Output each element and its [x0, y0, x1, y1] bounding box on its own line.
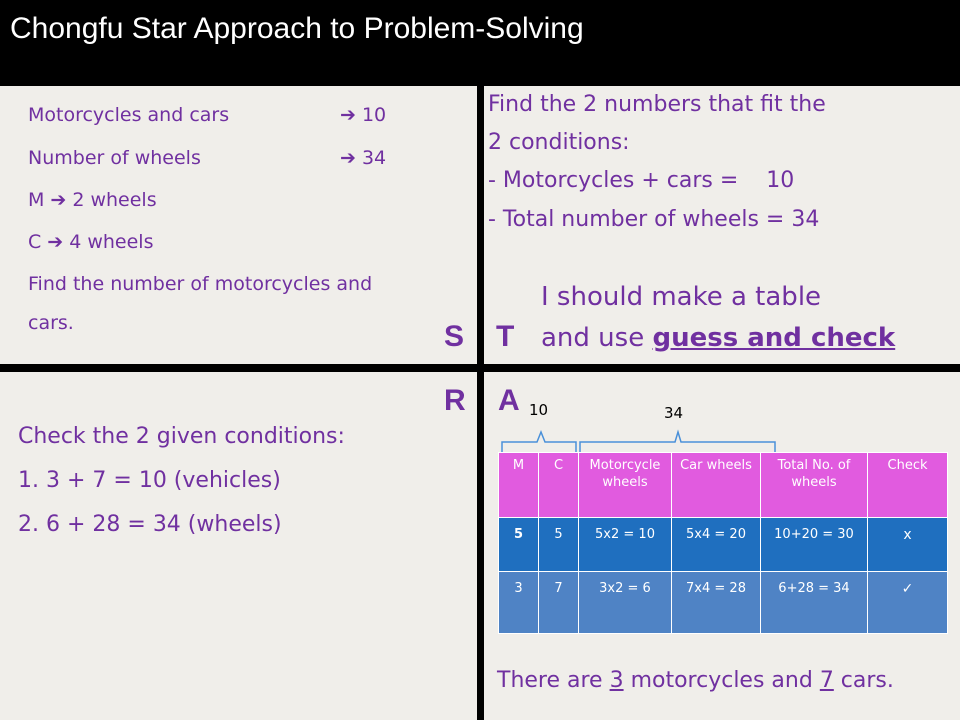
table-cell: 5: [539, 518, 579, 572]
arrow-icon: ➔: [50, 189, 67, 211]
header-cell: Check: [868, 453, 948, 518]
table-cell: 3x2 = 6: [579, 572, 672, 634]
review-heading: Check the 2 given conditions:: [18, 424, 345, 449]
header-cell: C: [539, 453, 579, 518]
fact-text: C: [28, 231, 42, 253]
header-cell: Motorcycle wheels: [579, 453, 672, 518]
table-cell: 6+28 = 34: [761, 572, 868, 634]
think-line: - Motorcycles + cars = 10: [488, 168, 795, 193]
fact-value-text: 34: [361, 147, 387, 169]
brace-left: [502, 432, 576, 452]
fact-text: Number of wheels: [28, 147, 201, 169]
think-line: Find the 2 numbers that fit the: [488, 92, 826, 117]
table-cell: 5: [499, 518, 539, 572]
think-line: - Total number of wheels = 34: [488, 207, 820, 232]
answer-motorcycles: 3: [609, 668, 624, 693]
strategy-line: I should make a table: [541, 282, 822, 312]
guess-check-table: [498, 452, 948, 634]
brace-label: 10: [529, 401, 549, 419]
check-mark-cell: x: [868, 518, 948, 572]
table-row: [499, 572, 948, 634]
table-row: [499, 518, 948, 572]
strategy-emphasis: guess and check: [652, 323, 896, 353]
table-cell: 10+20 = 30: [761, 518, 868, 572]
question-line: Find the number of motorcycles and: [28, 273, 373, 295]
review-item: 1. 3 + 7 = 10 (vehicles): [18, 468, 281, 493]
check-mark-cell: ✓: [868, 572, 948, 634]
answer-text: motorcycles and: [623, 668, 820, 693]
answer-text: There are: [497, 668, 610, 693]
header-cell: Car wheels: [672, 453, 761, 518]
table-cell: 5x4 = 20: [672, 518, 761, 572]
fact-text: Motorcycles and cars: [28, 104, 230, 126]
table-cell: 7: [539, 572, 579, 634]
arrow-icon: ➔: [340, 104, 356, 126]
think-line: 2 conditions:: [488, 130, 630, 155]
letter-s: S: [444, 320, 465, 353]
arrow-icon: ➔: [340, 147, 356, 169]
table-header-row: [499, 453, 948, 518]
strategy-prefix: and use: [541, 323, 653, 353]
letter-a: A: [498, 384, 520, 417]
letter-t: T: [496, 320, 515, 353]
answer-text: cars.: [833, 668, 894, 693]
fact-value-text: 2 wheels: [72, 189, 157, 211]
page-title: Chongfu Star Approach to Problem-Solving: [10, 12, 584, 45]
header-cell: M: [499, 453, 539, 518]
answer-line: [497, 668, 894, 693]
letter-r: R: [444, 384, 466, 417]
table-cell: 3: [499, 572, 539, 634]
answer-cars: 7: [819, 668, 834, 693]
table-cell: 5x2 = 10: [579, 518, 672, 572]
fact-text: M: [28, 189, 45, 211]
review-item: 2. 6 + 28 = 34 (wheels): [18, 512, 282, 537]
brace-right: [580, 432, 775, 452]
table-cell: 7x4 = 28: [672, 572, 761, 634]
arrow-icon: ➔: [47, 231, 64, 253]
header-cell: Total No. of wheels: [761, 453, 868, 518]
fact-value-text: 10: [361, 104, 387, 126]
fact-value-text: 4 wheels: [69, 231, 154, 253]
brace-label: 34: [664, 404, 684, 422]
question-line: cars.: [28, 312, 74, 334]
